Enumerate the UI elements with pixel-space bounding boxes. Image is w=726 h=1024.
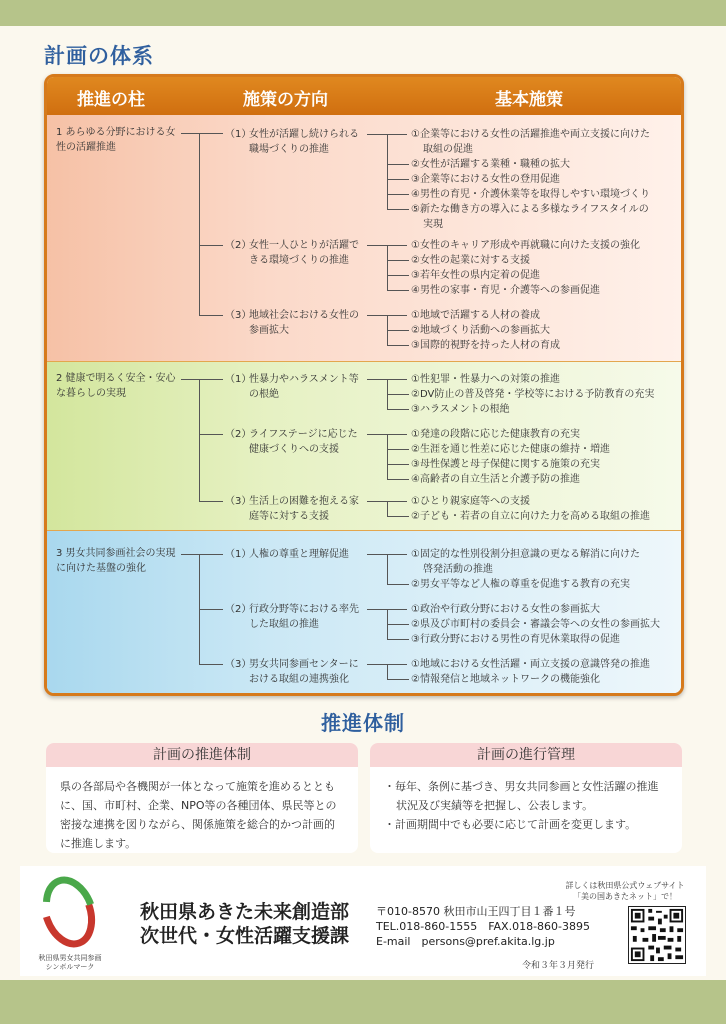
direction-number: （1） [225, 549, 252, 560]
header-direction: 施策の方向 [243, 90, 328, 110]
connector [387, 516, 409, 517]
measure-item: ②女性の起業に対する支援 [411, 255, 530, 266]
pillar-3: 3 男女共同参画社会の実現に向けた基盤の強化 [56, 548, 176, 574]
measure-item: ①発達の段階に応じた健康教育の充実 [411, 429, 580, 440]
connector [199, 434, 223, 435]
measure-item: ①地域で活躍する人材の養成 [411, 310, 540, 321]
direction-text: ライフステージに応じた健康づくりへの支援 [249, 429, 358, 455]
measure-item: ⑤新たな働き方の導入による多様なライフスタイルの [411, 204, 649, 215]
connector [199, 664, 223, 665]
pillar-1: 1 あらゆる分野における女性の活躍推進 [56, 127, 176, 153]
promotion-system-title: 推進体制 [321, 711, 405, 735]
measure-item: ①地域における女性活躍・両立支援の意識啓発の推進 [411, 659, 650, 670]
bullet-item: ・計画期間中でも必要に応じて計画を変更します。 [384, 818, 637, 831]
measure-item: ②男女平等など人権の尊重を促進する教育の充実 [411, 579, 630, 590]
connector [387, 639, 409, 640]
email[interactable]: E-mail persons@pref.akita.lg.jp [376, 935, 555, 948]
footer [20, 866, 706, 976]
connector [387, 664, 388, 679]
connector [199, 245, 223, 246]
direction-3-2 [225, 602, 363, 632]
connector [181, 379, 223, 380]
connector [387, 290, 409, 291]
connector [387, 209, 409, 210]
direction-text: 性暴力やハラスメント等の根絶 [249, 374, 359, 400]
connector [387, 409, 409, 410]
connector [387, 449, 409, 450]
connector [387, 554, 388, 584]
connector [387, 434, 388, 479]
measure-item: ②地域づくり活動への参画拡大 [411, 325, 550, 336]
connector [387, 464, 409, 465]
measure-item: ②女性が活躍する業種・職種の拡大 [411, 159, 570, 170]
note-line: 詳しくは秋田県公式ウェブサイト [565, 881, 685, 890]
connector [199, 609, 223, 610]
card-body [370, 767, 682, 844]
direction-1-3 [225, 308, 363, 338]
direction-number: （1） [225, 129, 252, 140]
direction-1-2 [225, 238, 363, 268]
measure-item: ②生涯を通じ性差に応じた健康の維持・増進 [411, 444, 610, 455]
measure-item: ②DV防止の普及啓発・学校等における予防教育の充実 [411, 389, 655, 400]
direction-text: 生活上の困難を抱える家庭等に対する支援 [249, 496, 359, 522]
top-band [0, 0, 726, 26]
direction-3-1 [225, 547, 363, 562]
plan-structure-table [44, 74, 684, 696]
direction-2-3 [225, 494, 363, 524]
direction-number: （3） [225, 496, 252, 507]
direction-text: 地域社会における女性の参画拡大 [249, 310, 359, 336]
bottom-band [0, 980, 726, 1024]
measure-item: 啓発活動の推進 [423, 564, 493, 575]
measure-item: ①企業等における女性の活躍推進や両立支援に向けた [411, 129, 650, 140]
connector [199, 379, 200, 501]
contact-info [376, 904, 590, 949]
website-note [560, 880, 690, 902]
measure-item: ②県及び市町村の委員会・審議会等への女性の参画拡大 [411, 619, 660, 630]
department-name [140, 900, 349, 948]
measure-item: ③国際的視野を持った人材の育成 [411, 340, 560, 351]
card-body: 県の各部局や各機関が一体となって施策を進めるとともに、国、市町村、企業、NPO等の各種団体、県民等との密接な連携を図りながら、関係施策を総合的かつ計画的に推進します。 [60, 780, 337, 850]
card-title: 計画の推進体制 [46, 743, 358, 767]
measures-3-2 [411, 602, 679, 647]
connector [387, 679, 409, 680]
connector [387, 330, 409, 331]
connector [199, 315, 223, 316]
logo-caption [20, 954, 120, 972]
direction-text: 行政分野等における率先した取組の推進 [249, 604, 359, 630]
logo-caption-line: 秋田県男女共同参画 [38, 954, 102, 962]
tel-fax: TEL.018-860-1555 FAX.018-860-3895 [376, 920, 591, 933]
direction-number: （2） [225, 604, 252, 615]
bullet-item: ・毎年、条例に基づき、男女共同参画と女性活躍の推進状況及び実績等を把握し、公表します。 [384, 780, 659, 812]
connector [199, 501, 223, 502]
card-progress-management [370, 743, 682, 853]
measures-3-3 [411, 657, 679, 687]
measures-2-1 [411, 372, 679, 417]
measure-item: ④高齢者の自立生活と介護予防の推進 [411, 474, 580, 485]
logo-caption-line: シンボルマーク [45, 963, 95, 971]
measure-item: ③母性保護と母子保健に関する施策の充実 [411, 459, 600, 470]
measure-item: ②子ども・若者の自立に向けた力を高める取組の推進 [411, 511, 650, 522]
measure-item: ③企業等における女性の登用促進 [411, 174, 560, 185]
connector [199, 133, 200, 315]
qr-code-icon[interactable] [628, 906, 686, 964]
connector [387, 134, 388, 209]
measure-item: 取組の促進 [423, 144, 473, 155]
measure-item: ④男性の家事・育児・介護等への参画促進 [411, 285, 600, 296]
connector [387, 275, 409, 276]
measure-item: ②情報発信と地域ネットワークの機能強化 [411, 674, 600, 685]
connector [387, 260, 409, 261]
header-measures: 基本施策 [495, 90, 563, 110]
connector [387, 345, 409, 346]
connector [387, 479, 409, 480]
measure-item: 実現 [423, 219, 443, 230]
department-line: 秋田県あきた未来創造部 [140, 901, 350, 923]
measures-1-1 [411, 127, 679, 232]
direction-1-1 [225, 127, 363, 157]
measures-2-2 [411, 427, 679, 487]
direction-text: 女性一人ひとりが活躍できる環境づくりの推進 [249, 240, 359, 266]
address: 〒010-8570 秋田市山王四丁目１番１号 [376, 905, 576, 918]
card-promotion-system [46, 743, 358, 853]
connector [387, 624, 409, 625]
symbol-mark-logo [32, 872, 104, 952]
connector [387, 194, 409, 195]
measures-1-3 [411, 308, 679, 353]
department-line: 次世代・女性活躍支援課 [140, 925, 350, 947]
measure-item: ③行政分野における男性の育児休業取得の促進 [411, 634, 620, 645]
direction-number: （3） [225, 659, 252, 670]
measure-item: ①ひとり親家庭等への支援 [411, 496, 530, 507]
pillar-2: 2 健康で明るく安全・安心な暮らしの実現 [56, 373, 176, 399]
measure-item: ③若年女性の県内定着の促進 [411, 270, 540, 281]
measures-2-3 [411, 494, 679, 524]
direction-number: （1） [225, 374, 252, 385]
direction-2-2 [225, 427, 363, 457]
measure-item: ③ハラスメントの根絶 [411, 404, 510, 415]
direction-2-1 [225, 372, 363, 402]
card-title: 計画の進行管理 [370, 743, 682, 767]
connector [387, 245, 388, 290]
measures-1-2 [411, 238, 679, 298]
connector [387, 501, 388, 516]
issue-date: 令和３年３月発行 [522, 961, 595, 971]
direction-text: 人権の尊重と理解促進 [249, 549, 349, 560]
measure-item: ④男性の育児・介護休業等を取得しやすい環境づくり [411, 189, 650, 200]
note-line: 「美の国あきたネット」で！ [573, 892, 677, 901]
header-pillar: 推進の柱 [77, 90, 145, 110]
connector [181, 554, 223, 555]
direction-text: 男女共同参画センターにおける取組の連携強化 [249, 659, 359, 685]
direction-number: （2） [225, 240, 252, 251]
measures-3-1 [411, 547, 679, 592]
connector [387, 164, 409, 165]
measure-item: ①固定的な性別役割分担意識の更なる解消に向けた [411, 549, 640, 560]
measure-item: ①政治や行政分野における女性の参画拡大 [411, 604, 600, 615]
connector [387, 584, 409, 585]
connector [181, 133, 223, 134]
table-header [47, 77, 681, 115]
direction-number: （2） [225, 429, 252, 440]
measure-item: ①女性のキャリア形成や再就職に向けた支援の強化 [411, 240, 640, 251]
direction-3-3 [225, 657, 363, 687]
direction-text: 女性が活躍し続けられる職場づくりの推進 [249, 129, 359, 155]
connector [387, 394, 409, 395]
measure-item: ①性犯罪・性暴力への対策の推進 [411, 374, 560, 385]
direction-number: （3） [225, 310, 252, 321]
connector [387, 179, 409, 180]
page-title: 計画の体系 [44, 44, 154, 68]
